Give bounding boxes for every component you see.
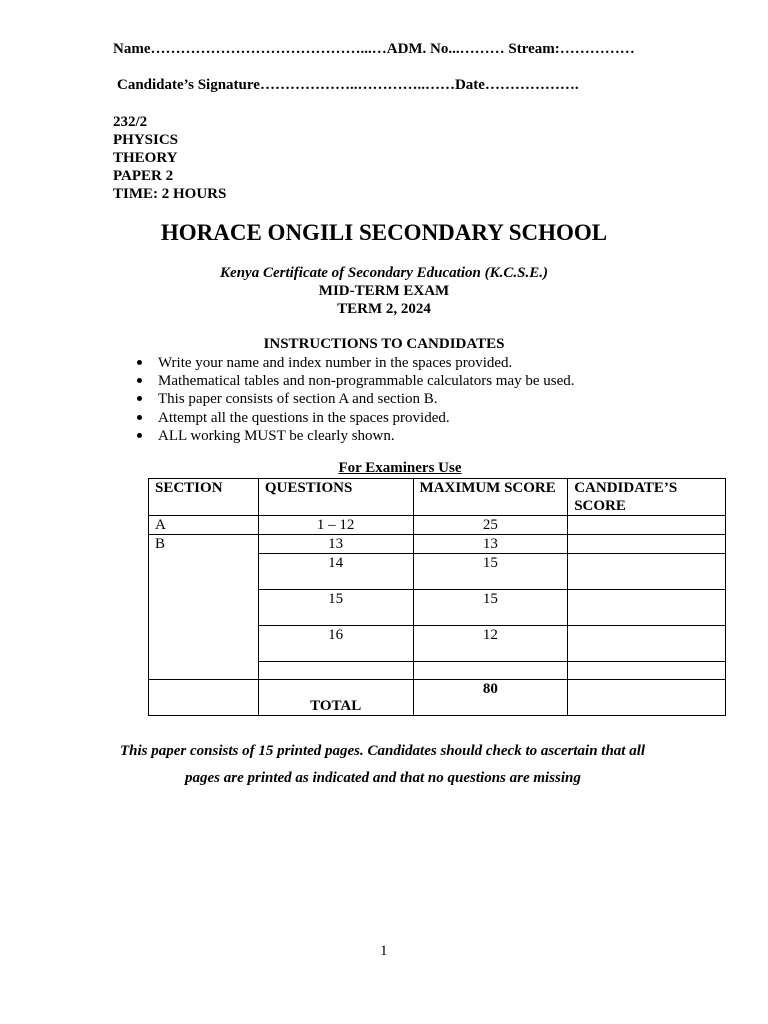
pages-note-line1: This paper consists of 15 printed pages. Candidates should check to ascertain that all — [120, 743, 646, 759]
total-value: 80 — [413, 680, 568, 716]
name-adm-stream-line: Name……………………………………...…ADM. No...……… Stream:…………… — [113, 41, 635, 57]
row-questions: 16 — [258, 626, 413, 662]
score-table — [148, 478, 726, 716]
row-candidate-score[interactable] — [568, 535, 726, 554]
row-max: 12 — [413, 626, 568, 662]
instruction-item: ALL working MUST be clearly shown. — [134, 427, 734, 445]
total-label: TOTAL — [258, 680, 413, 716]
empty-cell — [149, 680, 259, 716]
row-max: 25 — [413, 516, 568, 535]
row-candidate-score[interactable] — [568, 516, 726, 535]
table-total-row — [149, 680, 726, 716]
exam-term: TERM 2, 2024 — [337, 301, 431, 317]
row-max: 15 — [413, 554, 568, 590]
examiners-caption-wrap — [0, 460, 768, 477]
row-section: B — [149, 535, 259, 680]
examiners-caption: For Examiners Use — [338, 460, 462, 476]
row-section: A — [149, 516, 259, 535]
table-header-row — [149, 479, 726, 516]
row-questions: 14 — [258, 554, 413, 590]
table-row — [149, 535, 726, 554]
instruction-item: Mathematical tables and non-programmable calculators may be used. — [134, 372, 734, 390]
paper-code: 232/2 — [113, 114, 148, 130]
total-candidate-score[interactable] — [568, 680, 726, 716]
instruction-item: This paper consists of section A and section B. — [134, 390, 734, 408]
row-max: 15 — [413, 590, 568, 626]
signature-date-line: Candidate’s Signature………………..…………..……Date………………. — [117, 77, 579, 93]
row-candidate-score[interactable] — [568, 590, 726, 626]
paper-number: PAPER 2 — [113, 168, 174, 184]
header-max-score: MAXIMUM SCORE — [413, 479, 568, 516]
table-row — [149, 516, 726, 535]
header-candidate-score: CANDIDATE’S SCORE — [568, 479, 726, 516]
subject: PHYSICS — [113, 132, 179, 148]
header-section: SECTION — [149, 479, 259, 516]
instructions-list — [134, 354, 734, 445]
instruction-item: Write your name and index number in the spaces provided. — [134, 354, 734, 372]
instruction-item: Attempt all the questions in the spaces provided. — [134, 409, 734, 427]
exam-time: TIME: 2 HOURS — [113, 186, 227, 202]
empty-cell — [413, 662, 568, 680]
page-number: 1 — [380, 943, 388, 959]
exam-title: MID-TERM EXAM — [318, 283, 450, 299]
row-questions: 13 — [258, 535, 413, 554]
paper-info — [113, 113, 226, 203]
pages-note-line2: pages are printed as indicated and that no questions are missing — [185, 770, 581, 786]
paper-type: THEORY — [113, 150, 178, 166]
row-candidate-score[interactable] — [568, 554, 726, 590]
row-questions: 15 — [258, 590, 413, 626]
instructions-title: INSTRUCTIONS TO CANDIDATES — [263, 336, 505, 352]
row-max: 13 — [413, 535, 568, 554]
header-questions: QUESTIONS — [258, 479, 413, 516]
school-name: HORACE ONGILI SECONDARY SCHOOL — [160, 220, 608, 245]
empty-cell — [258, 662, 413, 680]
certificate-title: Kenya Certificate of Secondary Education (K.C.S.E.) — [220, 265, 548, 281]
row-candidate-score[interactable] — [568, 626, 726, 662]
empty-cell[interactable] — [568, 662, 726, 680]
row-questions: 1 – 12 — [258, 516, 413, 535]
